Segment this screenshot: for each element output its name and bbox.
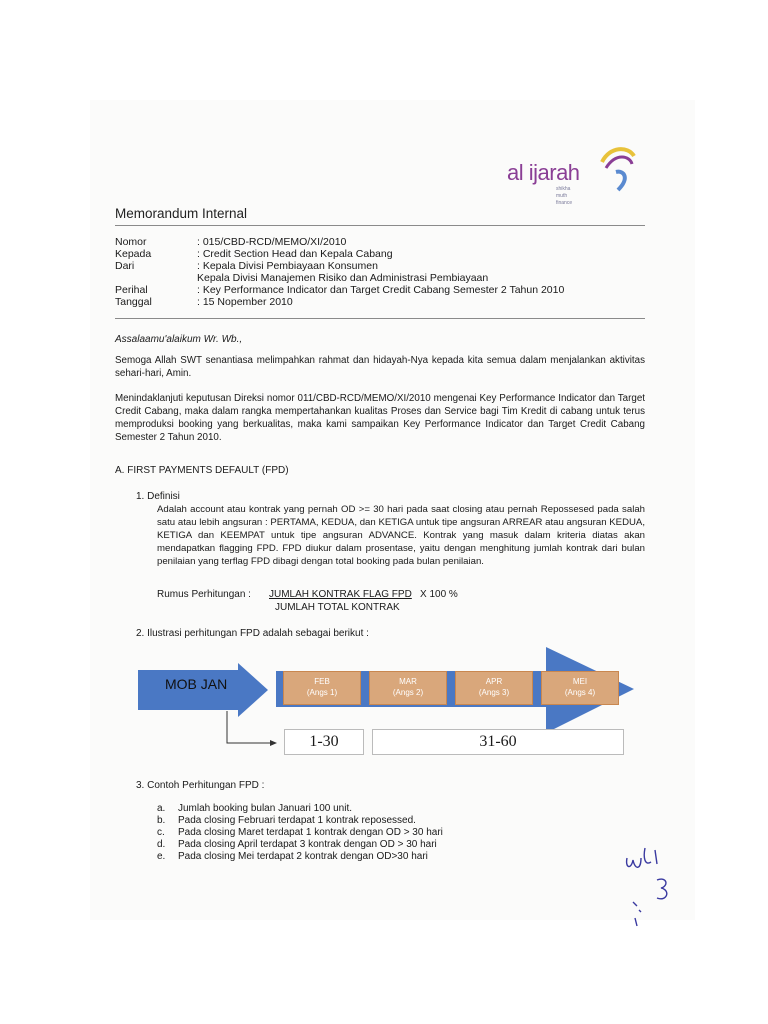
month-name: APR — [485, 677, 503, 686]
formula-denominator: JUMLAH TOTAL KONTRAK — [275, 602, 400, 613]
logo-swoosh-icon — [596, 142, 642, 194]
range-box-31-60: 31-60 — [372, 729, 624, 755]
connector-arrowhead — [270, 740, 277, 746]
formula-multiplier: X 100 % — [420, 589, 458, 600]
field-value-nomor: : 015/CBD-RCD/MEMO/XI/2010 — [197, 236, 347, 248]
field-value-dari-2: Kepala Divisi Manajemen Risiko dan Administrasi Pembiayaan — [197, 272, 489, 284]
month-angs: (Angs 2) — [392, 688, 424, 697]
list-item: Pada closing Februari terdapat 1 kontrak reposessed. — [178, 815, 416, 826]
field-value-tanggal: : 15 Nopember 2010 — [197, 296, 293, 308]
paragraph-1: Semoga Allah SWT senantiasa melimpahkan rahmat dan hidayah-Nya kepada kita semua dalam menjalankan aktivitas sehari-hari, Amin. — [115, 355, 645, 379]
month-box-mar — [369, 671, 447, 705]
list-item: Pada closing April terdapat 3 kontrak dengan OD > 30 hari — [178, 839, 437, 850]
month-name: MEI — [572, 677, 588, 686]
logo-wordmark: al ijarah — [507, 160, 580, 185]
formula-label: Rumus Perhitungan : — [157, 589, 251, 600]
range-box-1-30: 1-30 — [284, 729, 364, 755]
field-label-nomor: Nomor — [115, 236, 147, 248]
field-label-kepada: Kepada — [115, 248, 152, 260]
list-item-letter: a. — [157, 803, 166, 814]
list-item-letter: b. — [157, 815, 166, 826]
list-item-letter: d. — [157, 839, 166, 850]
list-item-letter: e. — [157, 851, 166, 862]
month-angs: (Angs 4) — [564, 688, 596, 697]
field-label-dari: Dari — [115, 260, 135, 272]
connector-line — [227, 711, 270, 743]
list-item: Pada closing Maret terdapat 1 kontrak dengan OD > 30 hari — [178, 827, 443, 838]
month-box-mei — [541, 671, 619, 705]
list-item: Pada closing Mei terdapat 2 kontrak dengan OD>30 hari — [178, 851, 428, 862]
logo-tagline-3: finance — [556, 200, 573, 206]
field-value-kepada: : Credit Section Head dan Kepala Cabang — [197, 248, 393, 260]
field-value-dari: : Kepala Divisi Pembiayaan Konsumen — [197, 260, 378, 272]
field-label-perihal: Perihal — [115, 284, 148, 296]
field-label-tanggal: Tanggal — [115, 296, 152, 308]
mob-jan-label: MOB JAN — [165, 676, 228, 692]
month-name: MAR — [399, 677, 417, 686]
greeting: Assalaamu'alaikum Wr. Wb., — [115, 334, 243, 345]
memo-title: Memorandum Internal — [115, 206, 248, 221]
example-heading: 3. Contoh Perhitungan FPD : — [136, 780, 265, 791]
list-item: Jumlah booking bulan Januari 100 unit. — [178, 803, 353, 814]
logo-tagline-1: shikha — [556, 186, 571, 192]
month-angs: (Angs 1) — [306, 688, 338, 697]
illustration-heading: 2. Ilustrasi perhitungan FPD adalah sebagai berikut : — [136, 628, 369, 639]
month-box-apr — [455, 671, 533, 705]
paragraph-2: Menindaklanjuti keputusan Direksi nomor 011/CBD-RCD/MEMO/XI/2010 mengenai Key Performance Indicator dan Target Credit Cabang, maka dalam rangka mempertahankan kualitas Proses dan Service bagi Tim Kredit di cabang untuk terus memproduksi booking yang berkualitas, maka kami sampaikan Key Performance Indicator dan Target Credit Cabang Semester 2 Tahun 2010. — [115, 393, 645, 443]
field-value-perihal: : Key Performance Indicator dan Target Credit Cabang Semester 2 Tahun 2010 — [197, 284, 565, 296]
month-angs: (Angs 3) — [478, 688, 510, 697]
logo-tagline-2: muth — [556, 193, 568, 199]
formula-numerator: JUMLAH KONTRAK FLAG FPD — [269, 589, 412, 600]
month-name: FEB — [314, 677, 330, 686]
list-item-letter: c. — [157, 827, 165, 838]
definition-heading: 1. Definisi — [136, 491, 180, 502]
title-divider — [115, 225, 645, 226]
month-box-feb — [283, 671, 361, 705]
handwritten-initials-icon — [615, 840, 675, 930]
section-a-heading: A. FIRST PAYMENTS DEFAULT (FPD) — [115, 465, 289, 476]
header-divider — [115, 318, 645, 319]
definition-text: Adalah account atau kontrak yang pernah OD >= 30 hari pada saat closing atau pernah Repossesed pada salah satu atau lebih angsuran : PERTAMA, KEDUA, dan KETIGA untuk tipe angsuran ARREAR atau angsuran KEDUA, KETIGA dan KEEMPAT untuk tipe angsuran ADVANCE. Kontrak yang masuk dalam kriteria diatas akan mendapatkan flagging FPD. FPD diukur dalam prosentase, yaitu dengan menghitung jumlah kontrak dari bulan penilaian yang terflag FPD dibagi dengan total booking pada bulan penilaian. — [157, 504, 645, 567]
